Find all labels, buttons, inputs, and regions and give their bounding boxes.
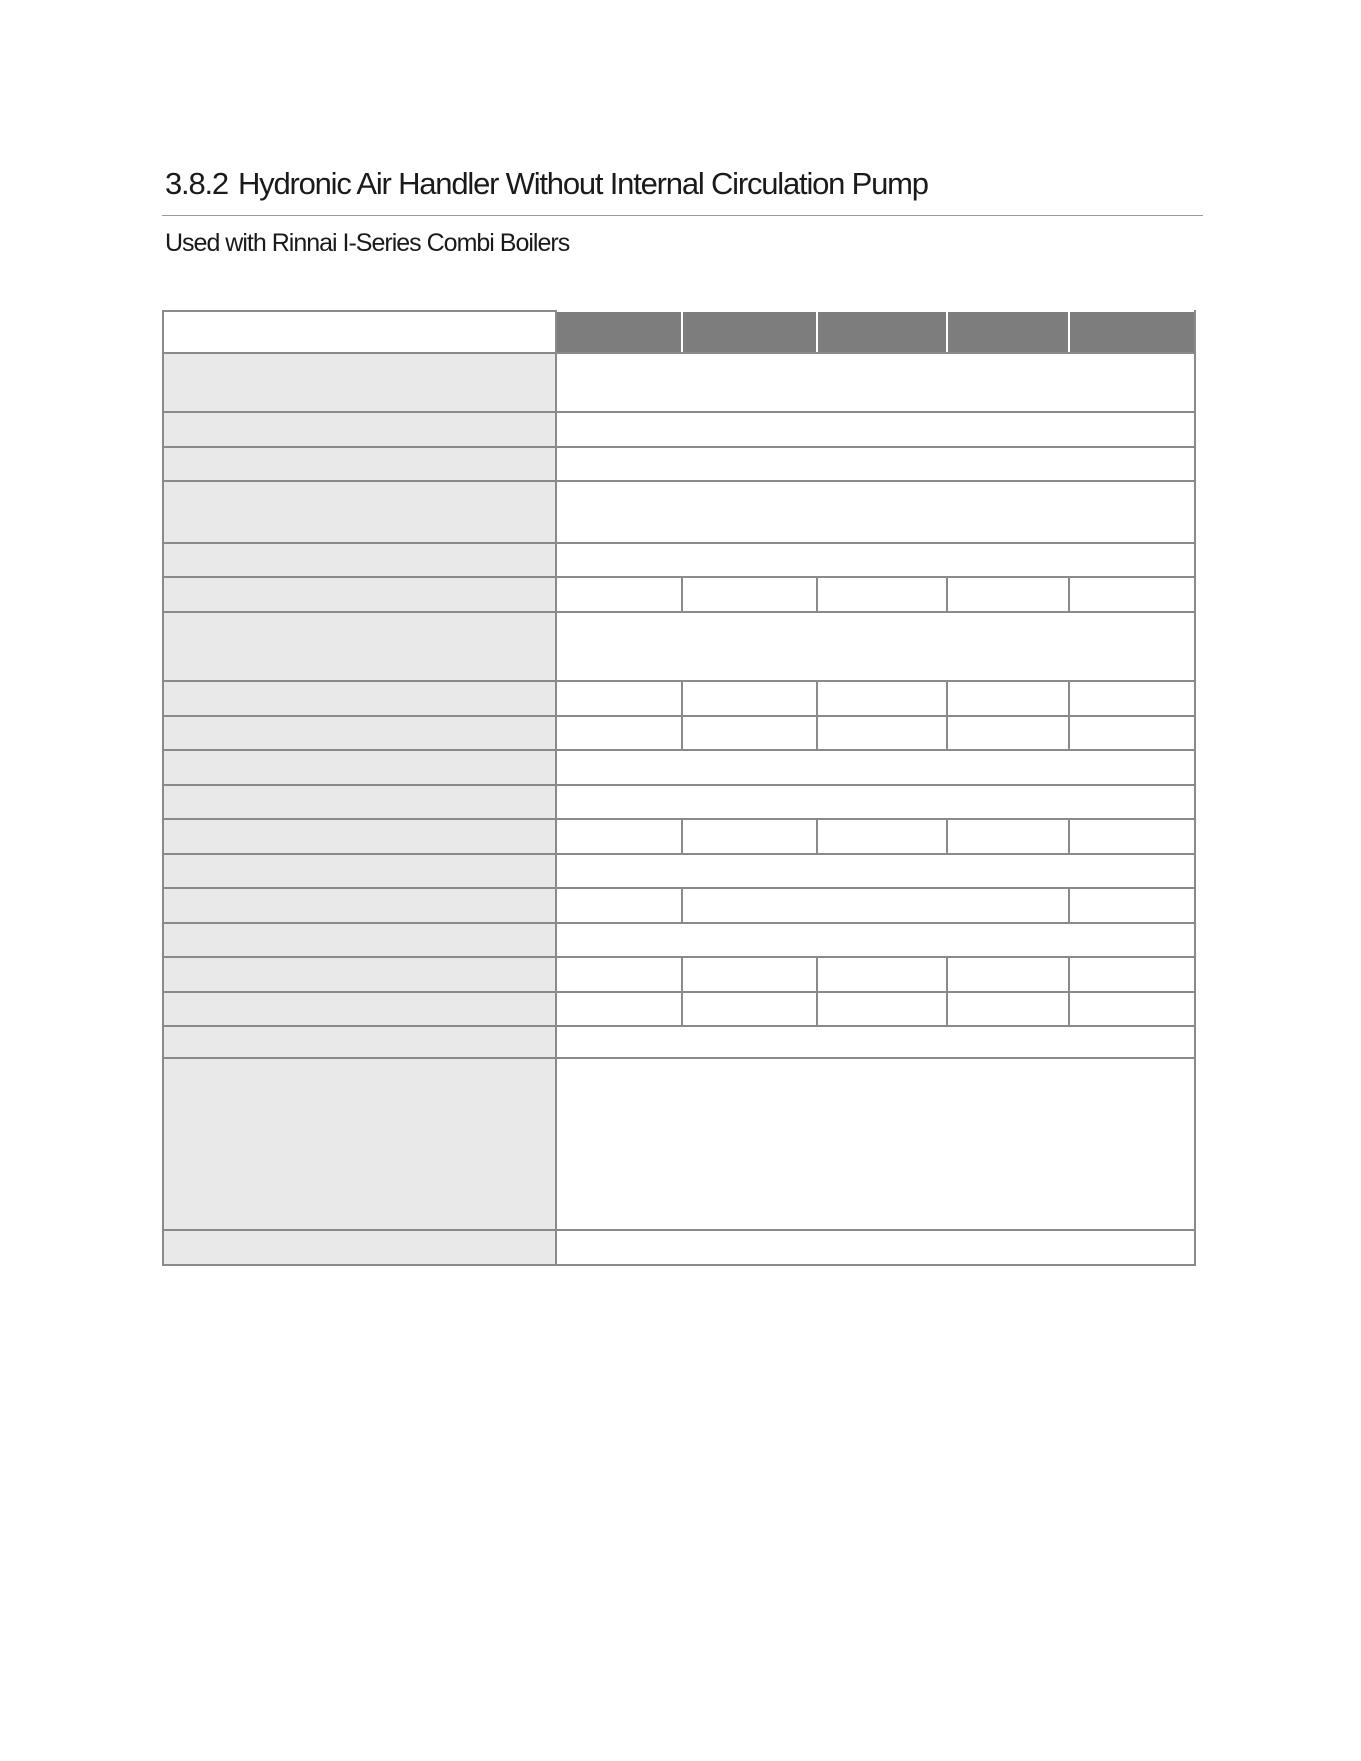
row-value-cell bbox=[817, 716, 947, 750]
header-model-cell bbox=[947, 311, 1069, 353]
row-label-cell bbox=[163, 681, 556, 716]
row-label-cell bbox=[163, 543, 556, 577]
row-label-cell bbox=[163, 412, 556, 447]
table-row bbox=[163, 888, 1195, 923]
row-value-cell bbox=[556, 353, 1195, 412]
row-value-cell bbox=[947, 577, 1069, 612]
row-label-cell bbox=[163, 957, 556, 992]
row-value-cell bbox=[556, 992, 682, 1026]
table-row bbox=[163, 1058, 1195, 1230]
row-value-cell bbox=[1069, 681, 1195, 716]
row-value-cell bbox=[556, 1058, 1195, 1230]
row-value-cell bbox=[1069, 716, 1195, 750]
specifications-table bbox=[162, 310, 1196, 1266]
row-value-cell bbox=[947, 681, 1069, 716]
row-label-cell bbox=[163, 716, 556, 750]
table-row bbox=[163, 481, 1195, 543]
row-value-cell bbox=[817, 992, 947, 1026]
row-value-cell bbox=[556, 957, 682, 992]
row-value-cell bbox=[556, 412, 1195, 447]
row-value-cell bbox=[817, 681, 947, 716]
section-number: 3.8.2 bbox=[165, 166, 228, 201]
table-row bbox=[163, 543, 1195, 577]
header-model-cell bbox=[682, 311, 817, 353]
row-value-cell bbox=[947, 957, 1069, 992]
table-row bbox=[163, 412, 1195, 447]
row-label-cell bbox=[163, 447, 556, 481]
row-value-cell bbox=[1069, 957, 1195, 992]
row-value-cell bbox=[556, 612, 1195, 681]
heading-rule bbox=[162, 215, 1203, 216]
table-row bbox=[163, 785, 1195, 819]
table-row bbox=[163, 353, 1195, 412]
section-heading bbox=[165, 166, 928, 202]
row-value-cell bbox=[556, 447, 1195, 481]
table-row bbox=[163, 681, 1195, 716]
row-value-cell bbox=[682, 888, 1069, 923]
row-label-cell bbox=[163, 577, 556, 612]
row-value-cell bbox=[556, 1230, 1195, 1265]
table-row bbox=[163, 854, 1195, 888]
table-row bbox=[163, 923, 1195, 957]
row-value-cell bbox=[556, 785, 1195, 819]
row-value-cell bbox=[817, 957, 947, 992]
row-label-cell bbox=[163, 1230, 556, 1265]
table-row bbox=[163, 447, 1195, 481]
header-corner-cell bbox=[163, 311, 556, 353]
header-model-cell bbox=[556, 311, 682, 353]
row-value-cell bbox=[1069, 992, 1195, 1026]
row-label-cell bbox=[163, 612, 556, 681]
row-value-cell bbox=[682, 957, 817, 992]
row-value-cell bbox=[817, 819, 947, 854]
row-label-cell bbox=[163, 992, 556, 1026]
header-model-cell bbox=[1069, 311, 1195, 353]
section-title: Hydronic Air Handler Without Internal Circulation Pump bbox=[237, 166, 928, 201]
row-label-cell bbox=[163, 888, 556, 923]
row-value-cell bbox=[556, 481, 1195, 543]
table-row bbox=[163, 750, 1195, 785]
row-label-cell bbox=[163, 353, 556, 412]
row-label-cell bbox=[163, 750, 556, 785]
row-label-cell bbox=[163, 1026, 556, 1058]
table-row bbox=[163, 992, 1195, 1026]
section-subtitle: Used with Rinnai I-Series Combi Boilers bbox=[165, 229, 570, 257]
row-label-cell bbox=[163, 923, 556, 957]
row-label-cell bbox=[163, 819, 556, 854]
row-label-cell bbox=[163, 854, 556, 888]
row-value-cell bbox=[947, 716, 1069, 750]
header-model-cell bbox=[817, 311, 947, 353]
row-value-cell bbox=[556, 854, 1195, 888]
row-value-cell bbox=[682, 577, 817, 612]
table-row bbox=[163, 957, 1195, 992]
row-value-cell bbox=[556, 750, 1195, 785]
row-value-cell bbox=[556, 577, 682, 612]
table-row bbox=[163, 819, 1195, 854]
row-value-cell bbox=[947, 819, 1069, 854]
row-value-cell bbox=[682, 681, 817, 716]
row-label-cell bbox=[163, 1058, 556, 1230]
row-value-cell bbox=[1069, 888, 1195, 923]
table-row bbox=[163, 716, 1195, 750]
table-header-row bbox=[163, 311, 1195, 353]
row-value-cell bbox=[947, 992, 1069, 1026]
row-value-cell bbox=[556, 543, 1195, 577]
row-value-cell bbox=[1069, 577, 1195, 612]
table-row bbox=[163, 612, 1195, 681]
row-value-cell bbox=[556, 1026, 1195, 1058]
row-value-cell bbox=[556, 923, 1195, 957]
row-value-cell bbox=[556, 888, 682, 923]
row-value-cell bbox=[682, 992, 817, 1026]
row-value-cell bbox=[556, 716, 682, 750]
row-value-cell bbox=[1069, 819, 1195, 854]
table-row bbox=[163, 577, 1195, 612]
row-label-cell bbox=[163, 785, 556, 819]
row-value-cell bbox=[682, 819, 817, 854]
row-value-cell bbox=[556, 819, 682, 854]
row-value-cell bbox=[682, 716, 817, 750]
row-value-cell bbox=[556, 681, 682, 716]
table-row bbox=[163, 1230, 1195, 1265]
table-row bbox=[163, 1026, 1195, 1058]
row-label-cell bbox=[163, 481, 556, 543]
row-value-cell bbox=[817, 577, 947, 612]
